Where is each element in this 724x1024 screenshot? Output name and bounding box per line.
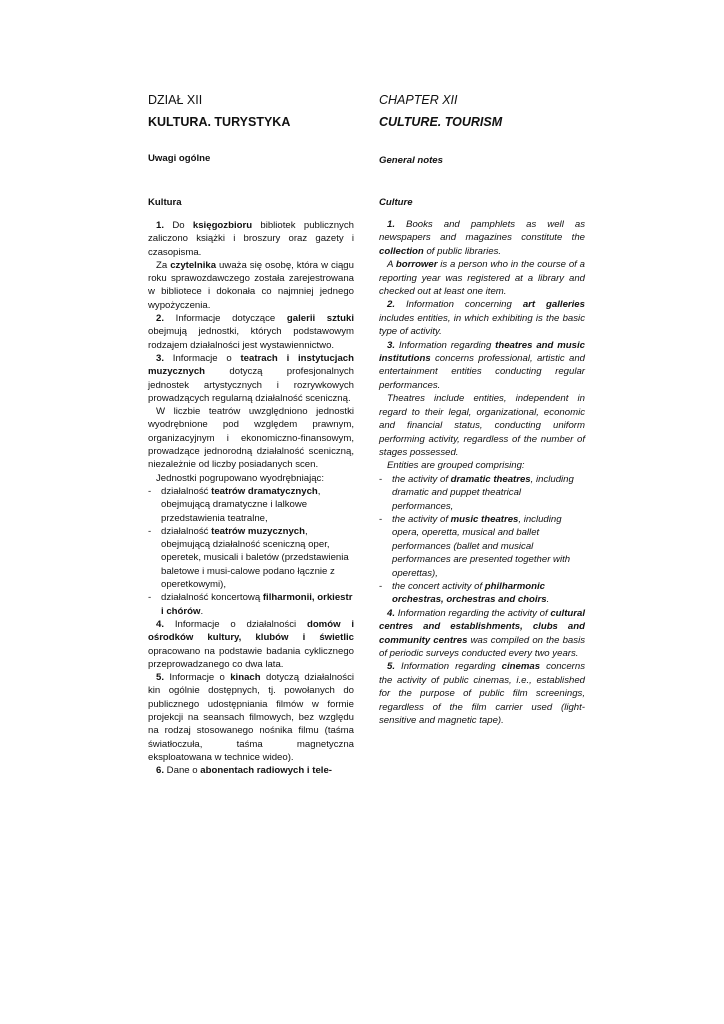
paragraph: 6. Dane o abonentach radiowych i tele- <box>156 765 332 777</box>
chapter-title: CULTURE. TOURISM <box>379 115 503 129</box>
chapter-label: DZIAŁ XII <box>148 93 203 107</box>
list-item: - the activity of music theatres, including opera, operetta, musical and ballet performances (ballet and musical performances are presented together with operettas), <box>379 513 585 580</box>
paragraph: 3. Information regarding theatres and music institutions concerns professional, artistic and entertainment entities conducting regular performances. <box>379 339 585 391</box>
list-item: - the activity of dramatic theatres, including dramatic and puppet theatrical performances, <box>379 473 585 513</box>
paragraph: 3. Informacje o teatrach i instytucjach muzycznych dotyczą profesjonalnych jednostek artystycznych i rozrywkowych prowadzących regularną działalność sceniczną. <box>148 352 354 404</box>
general-notes-heading: Uwagi ogólne <box>148 153 211 164</box>
paragraph: Za czytelnika uważa się osobę, która w ciągu roku sprawozdawczego została zarejestrowana w bibliotece i dokonała co najmniej jednego wypożyczenia. <box>148 259 354 311</box>
paragraph: 1. Do księgozbioru bibliotek publicznych zaliczono książki i broszury oraz gazety i czasopisma. <box>148 220 354 258</box>
english-body <box>379 218 585 727</box>
section-heading: Culture <box>379 197 413 208</box>
general-notes-heading: General notes <box>379 155 443 166</box>
list-item: - działalność teatrów muzycznych, obejmującą działalność sceniczną oper, operetek, musicali i baletów (przedstawienia baletowe i musi-calowe podano łącznie z operetkowymi), <box>148 525 354 591</box>
paragraph: Jednostki pogrupowano wyodrębniając: <box>156 472 324 484</box>
paragraph: 5. Informacje o kinach dotyczą działalności kin ogólnie dostępnych, tj. powołanych do publicznego udostępniania filmów w formie projekcji na seansach filmowych, bez względu na rodzaj stosowanego nośnika filmu (taśma światłoczuła, taśma magnetyczna eksploatowana w technice wideo). <box>148 672 354 763</box>
paragraph: 2. Informacje dotyczące galerii sztuki obejmują jednostki, których podstawowym rodzajem działalności jest wystawiennictwo. <box>148 313 354 351</box>
paragraph: 4. Informacje o działalności domów i ośrodków kultury, klubów i świetlic opracowano na podstawie badania cyklicznego przeprowadzanego co dwa lata. <box>148 618 354 670</box>
list-item: - działalność koncertową filharmonii, orkiestr i chórów. <box>148 591 354 618</box>
list-item: - the concert activity of philharmonic orchestras, orchestras and choirs. <box>379 580 585 607</box>
paragraph: A borrower is a person who in the course of a reporting year was registered at a library and checked out at least one item. <box>379 259 585 298</box>
paragraph: 1. Books and pamphlets as well as newspapers and magazines constitute the collection of public libraries. <box>379 219 585 257</box>
paragraph: W liczbie teatrów uwzględniono jednostki wyodrębnione pod względem prawnym, organizacyjnym i ekonomiczno-finansowym, prowadzące jednorodną działalność sceniczną, niezależnie od liczby posiadanych scen. <box>148 406 354 471</box>
section-heading: Kultura <box>148 197 182 208</box>
paragraph: 2. Information concerning art galleries includes entities, in which exhibiting is the basic type of activity. <box>379 299 585 338</box>
paragraph: Theatres include entities, independent in regard to their legal, organizational, economic and financial status, conducting uniform performing activity, regardless of the number of stages possessed. <box>379 393 585 458</box>
paragraph: Entities are grouped comprising: <box>387 460 525 472</box>
list-item: - działalność teatrów dramatycznych, obejmującą dramatyczne i lalkowe przedstawienia teatralne, <box>148 485 354 525</box>
chapter-title: KULTURA. TURYSTYKA <box>148 115 291 129</box>
polish-body <box>148 219 354 777</box>
chapter-label: CHAPTER XII <box>379 93 458 107</box>
paragraph: 5. Information regarding cinemas concerns the activity of public cinemas, i.e., established for the purpose of public film screenings, regardless of the film carrier used (light-sensitive and magnetic tape). <box>379 661 586 727</box>
paragraph: 4. Information regarding the activity of cultural centres and establishments, clubs and community centres was compiled on the basis of periodic surveys conducted every two years. <box>379 607 585 659</box>
